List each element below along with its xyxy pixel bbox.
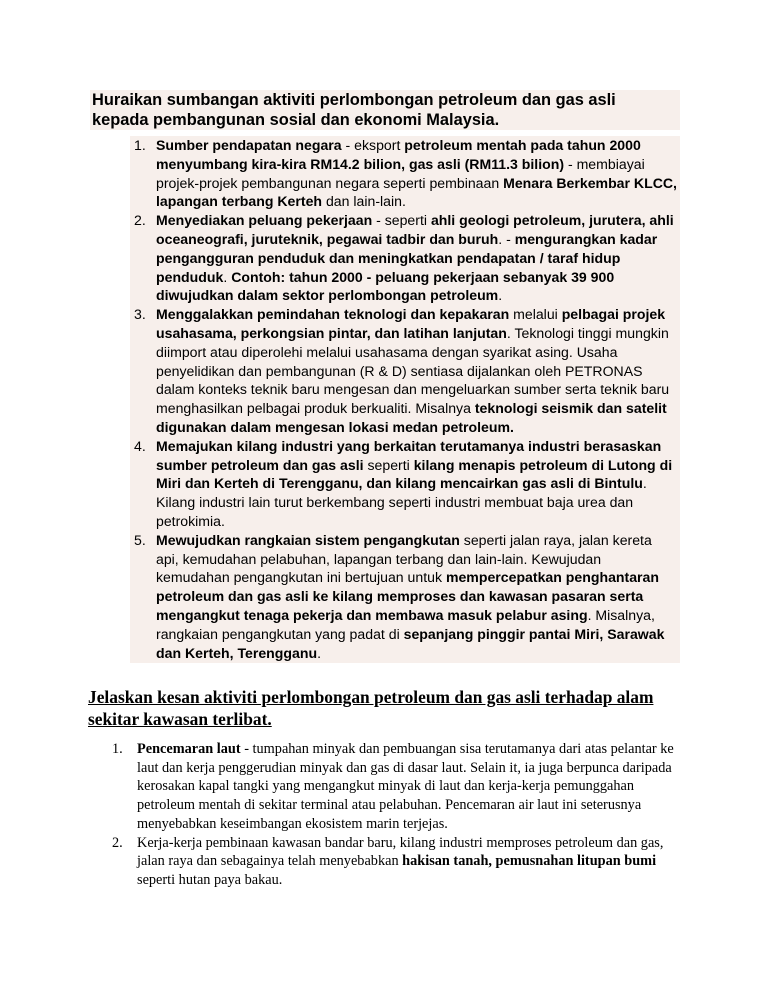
section-contributions: [90, 90, 680, 663]
bold-text-segment: petroleum mentah pada tahun 2000 menyumbang kira-kira RM14.2 bilion, gas asli (RM11.3 bilion): [156, 137, 641, 172]
list-item-text: [156, 438, 672, 529]
list-item-text: [137, 741, 674, 832]
text-segment: - tumpahan minyak dan pembuangan sisa terutamanya dari atas pelantar ke laut dan kerja penggerudian minyak dan gas di dasar laut. Selain it, ia juga berpunca daripada kerosakan kapal tangki yang mengangkut minyak di laut dan kerja-kerja pemunggahan petroleum mentah di sekitar terminal atau pelabuhan. Pencemaran air laut ini seterusnya menyebabkan keseimbangan ekosistem marin terjejas.: [137, 741, 674, 832]
bold-text-segment: Mewujudkan rangkaian sistem pengangkutan: [156, 531, 460, 548]
bold-text-segment: Menara Berkembar KLCC, lapangan terbang Kerteh: [156, 174, 677, 210]
list-item-text: [156, 137, 677, 209]
list-item: [90, 740, 680, 834]
text-segment: - seperti: [372, 212, 431, 229]
text-segment: . Misalnya, rangkaian pengangkutan yang padat di: [156, 606, 655, 642]
list-number: 1.: [112, 741, 123, 757]
list-item: [130, 136, 678, 211]
bold-text-segment: Sumber pendapatan negara: [156, 137, 342, 153]
bold-text-segment: ahli geologi petroleum, jurutera, ahli oceaneografi, juruteknik, pegawai tadbir dan buruh: [156, 212, 674, 247]
bold-text-segment: Pencemaran laut: [137, 741, 241, 757]
text-segment: . Kilang industri lain turut berkembang seperti industri membuat baja urea dan petrokimia.: [156, 475, 647, 529]
bold-text-segment: Menggalakkan pemindahan teknologi dan kepakaran: [156, 306, 510, 323]
text-segment: dan lain-lain.: [322, 193, 406, 210]
list-number: 2.: [134, 212, 146, 229]
list-item-text: [156, 306, 669, 435]
bold-text-segment: Menyediakan peluang pekerjaan: [156, 212, 373, 229]
section-title-environmental-effects: Jelaskan kesan aktiviti perlombongan petroleum dan gas asli terhadap alam sekitar kawasan terlibat.: [88, 687, 654, 729]
text-segment: - eksport: [341, 137, 405, 153]
list-item: [130, 531, 678, 663]
text-segment: - membiayai projek-projek pembangunan negara seperti pembinaan: [156, 155, 645, 191]
list-item-text: [137, 835, 663, 888]
text-segment: Kerja-kerja pembinaan kawasan bandar baru, kilang industri memproses petroleum dan gas, jalan raya dan sebagainya telah menyebabkan: [137, 834, 664, 870]
list-number: 2.: [112, 834, 123, 851]
bold-text-segment: kilang menapis petroleum di Lutong di Miri dan Kerteh di Terengganu, dan kilang mencairkan gas asli di Bintulu: [156, 456, 673, 492]
bold-text-segment: mengurangkan kadar pengangguran penduduk dan meningkatkan pendapatan / taraf hidup penduduk: [156, 230, 658, 285]
bold-text-segment: hakisan tanah, pemusnahan litupan bumi: [402, 853, 657, 870]
list-item-text: [156, 532, 664, 661]
list-number: 5.: [134, 531, 146, 548]
contributions-list: [130, 136, 680, 663]
bold-text-segment: teknologi seismik dan satelit digunakan dalam mengesan lokasi medan petroleum.: [156, 400, 667, 435]
bold-text-segment: sepanjang pinggir pantai Miri, Sarawak dan Kerteh, Terengganu: [156, 625, 665, 661]
section-environmental-effects: [90, 686, 680, 890]
text-segment: . -: [498, 230, 515, 247]
text-segment: seperti: [363, 456, 414, 473]
list-number: 4.: [134, 437, 146, 454]
section-title-contributions: Huraikan sumbangan aktiviti perlombongan petroleum dan gas asli kepada pembangunan sosial dan ekonomi Malaysia.: [90, 90, 680, 130]
list-item-text: [156, 212, 674, 303]
text-segment: .: [223, 268, 232, 285]
list-number: 1.: [134, 137, 146, 153]
effects-list: [90, 740, 680, 890]
list-item: [130, 437, 678, 531]
list-number: 3.: [134, 306, 146, 323]
text-segment: seperti jalan raya, jalan kereta api, kemudahan pelabuhan, lapangan terbang dan lain-lain. Kewujudan kemudahan pengangkutan ini bertujuan untuk: [156, 531, 652, 586]
bold-text-segment: Memajukan kilang industri yang berkaitan terutamanya industri berasaskan sumber petroleum dan gas asli: [156, 437, 662, 473]
list-item: [130, 211, 678, 305]
text-segment: melalui: [509, 306, 562, 323]
text-segment: .: [317, 644, 321, 661]
text-segment: . Teknologi tinggi mungkin diimport atau diperolehi melalui usahasama dengan syarikat asing. Usaha penyelidikan dan pembangunan (R & D) sentiasa dijalankan oleh PETRONAS dalam konteks teknik baru mengesan dan mengeluarkan sumber serta teknik baru menghasilkan pelbagai produk berkualiti. Misalnya: [156, 324, 670, 417]
list-item: [130, 305, 678, 437]
bold-text-segment: mempercepatkan penghantaran petroleum dan gas asli ke kilang memproses dan kawasan pasaran serta mengangkut tenaga pekerja dan membawa masuk pelabur asing: [156, 569, 659, 623]
bold-text-segment: Contoh: tahun 2000 - peluang pekerjaan sebanyak 39 900 diwujudkan dalam sektor perlombongan petroleum: [156, 268, 615, 304]
bold-text-segment: pelbagai projek usahasama, perkongsian pintar, dan latihan lanjutan: [156, 306, 666, 341]
text-segment: .: [498, 287, 503, 304]
list-item: [90, 834, 680, 890]
text-segment: seperti hutan paya bakau.: [137, 871, 283, 888]
